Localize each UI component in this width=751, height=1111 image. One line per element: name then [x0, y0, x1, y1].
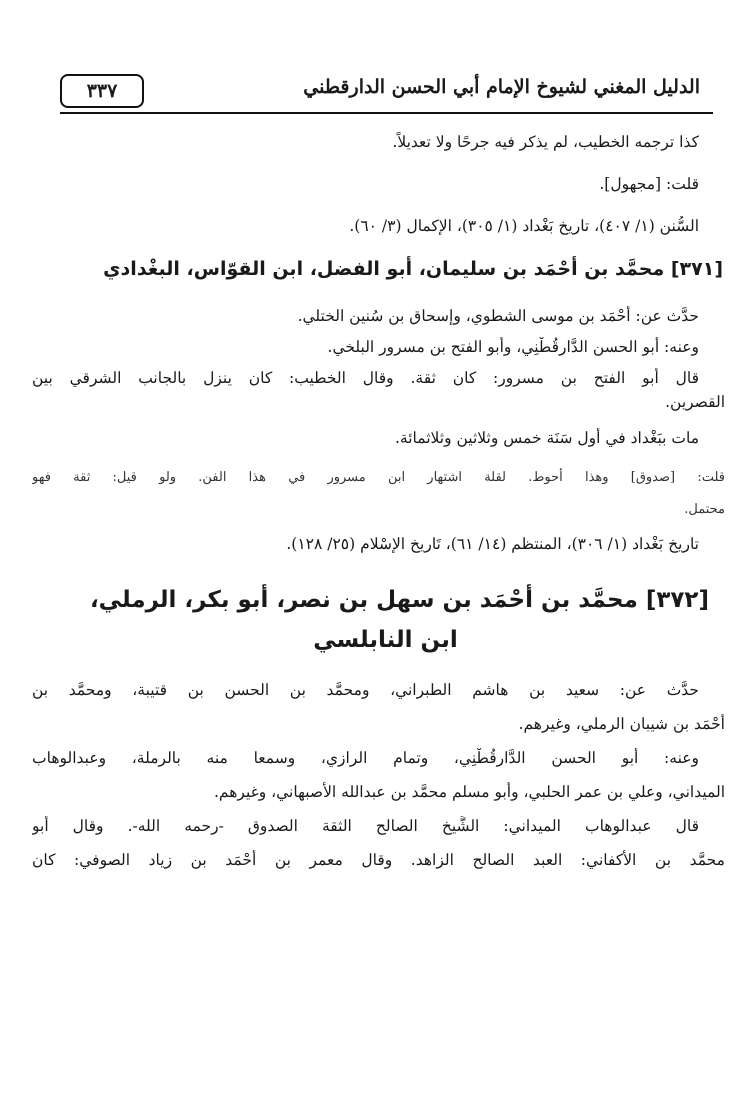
source-line: السُّنن (١/ ٤٠٧)، تاريخ بَغْداد (١/ ٣٠٥)، الإكمال (٣/ ٦٠). — [349, 217, 699, 235]
text-line: القصرين. — [665, 393, 725, 411]
text-line: حدَّث عن: أحْمَد بن موسى الشطوي، وإسحاق بن سُنين الختلي. — [297, 307, 699, 325]
text-line: وعنه: أبو الحسن الدَّارقُطْنِي، وأبو الفتح بن مسرور البلخي. — [327, 338, 699, 356]
source-line: تاريخ بَغْداد (١/ ٣٠٦)، المنتظم (١٤/ ٦١)، تَاريخ الإسْلام (٢٥/ ١٢٨). — [286, 535, 699, 553]
text-line: أحْمَد بن شيبان الرملي، وغيرهم. — [518, 715, 725, 733]
comment-line: محتمل. — [684, 502, 725, 517]
entry-heading: [٣٧٢] محمَّد بن أحْمَد بن سهل بن نصر، أبو بكر، الرملي، — [89, 587, 709, 613]
text-line: حدَّث عن: سعيد بن هاشم الطبراني، ومحمَّد بن الحسن بن قتيبة، ومحمَّد بن — [32, 681, 699, 699]
text-line: قال أبو الفتح بن مسرور: كان ثقة. وقال الخطيب: كان ينزل بالجانب الشرقي بين — [32, 369, 699, 387]
text-line: مات ببَغْداد في أول سَنَة خمس وثلاثين وثلاثمائة. — [394, 429, 699, 447]
page-number: ٣٣٧ — [60, 74, 144, 108]
entry-heading: [٣٧١] محمَّد بن أحْمَد بن سليمان، أبو الفضل، ابن القوّاس، البغْدادي — [103, 258, 723, 280]
text-line: محمَّد بن الأكفاني: العبد الصالح الزاهد. وقال معمر بن أحْمَد بن زياد الصوفي: كان — [32, 851, 725, 869]
page-body — [32, 122, 725, 870]
text-line: كذا ترجمه الخطيب، لم يذكر فيه جرحًا ولا تعديلاً. — [392, 133, 699, 151]
page-header — [60, 70, 700, 116]
entry-heading-continued: ابن النابلسي — [313, 627, 458, 653]
text-line: وعنه: أبو الحسن الدَّارقُطْنِي، وتمام الرازي، وسمعا منه بالرملة، وعبدالوهاب — [32, 749, 699, 767]
text-line: قال عبدالوهاب الميداني: الشَّيخ الصالح الثقة الصدوق -رحمه الله-. وقال أبو — [32, 817, 699, 835]
text-line: قلت: [مجهول]. — [599, 175, 699, 193]
text-line: الميداني، وعلي بن عمر الحلبي، وأبو مسلم محمَّد بن عبدالله الأصبهاني، وغيرهم. — [213, 783, 725, 801]
running-title: الدليل المغني لشيوخ الإمام أبي الحسن الدارقطني — [303, 76, 700, 98]
header-rule — [60, 112, 713, 114]
comment-line: قلت: [صدوق] وهذا أحوط. لقلة اشتهار ابن مسرور في هذا الفن. ولو قيل: ثقة فهو — [32, 470, 725, 485]
